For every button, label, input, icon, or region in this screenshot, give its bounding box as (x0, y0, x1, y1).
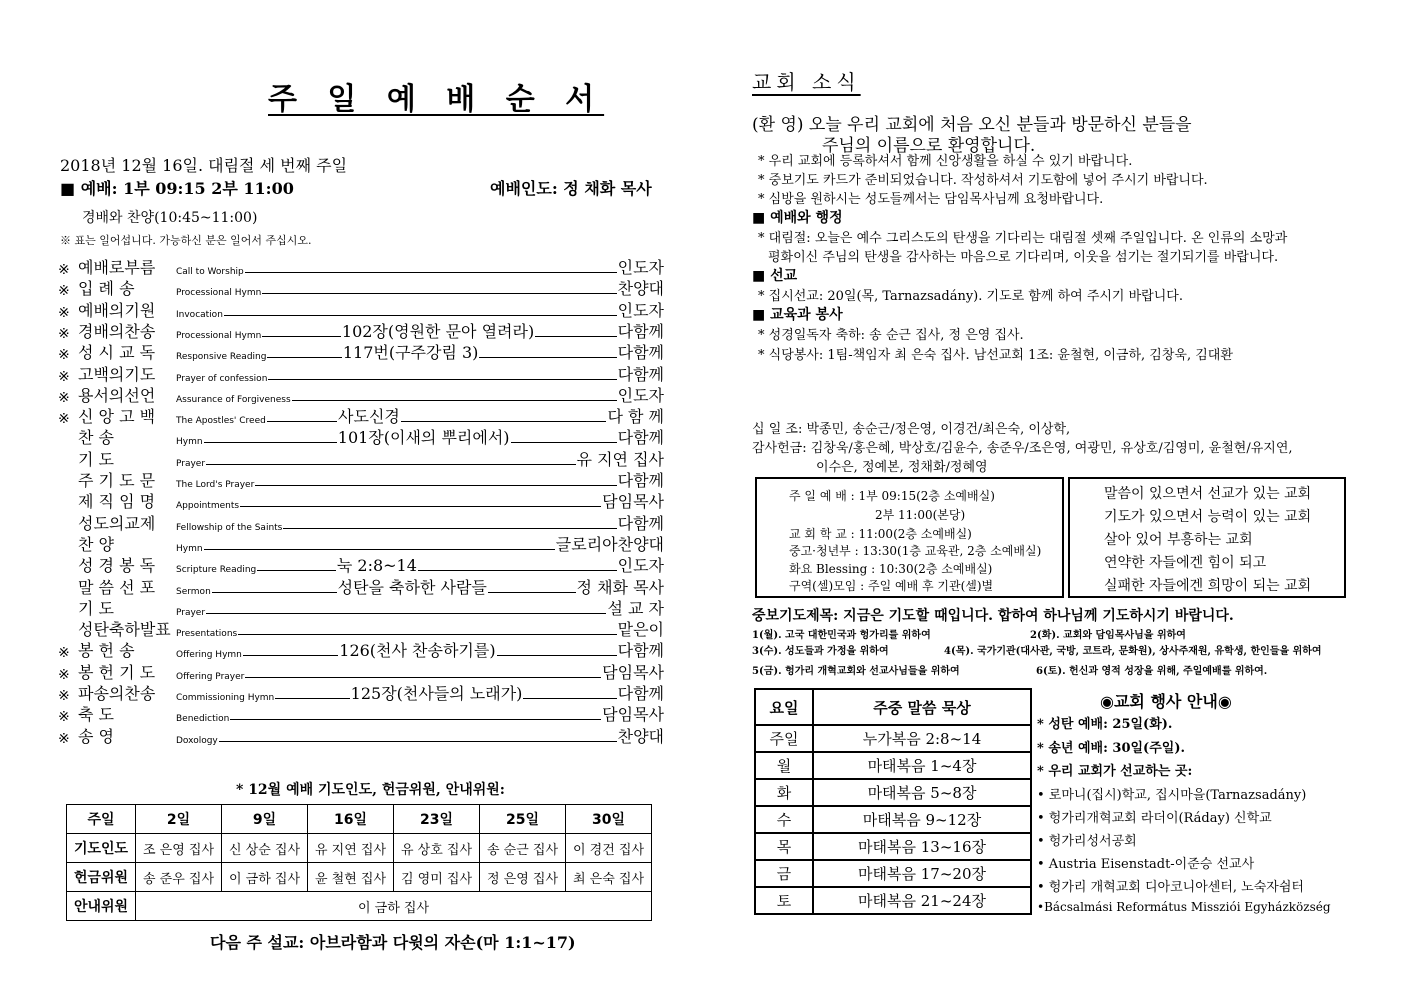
order-item-person: 담임목사 (602, 705, 664, 725)
order-item-korean: 말 씀 선 포 (78, 577, 156, 597)
next-sermon: 다음 주 설교: 아브라함과 다윗의 자손(마 1:1~17) (210, 933, 576, 952)
schedule-cell: 유 지연 집사 (308, 834, 394, 863)
service-time-line: 중고·청년부 : 13:30(1층 교육관, 2층 소예배실) (789, 544, 1042, 558)
prayer-item: 5(금). 헝가리 개혁교회와 선교사님들을 위하여 (752, 666, 960, 677)
meditation-day: 화 (755, 779, 813, 806)
leader-line (523, 698, 616, 699)
order-item (58, 364, 664, 385)
church-motto-box (1068, 477, 1346, 598)
order-item-person: 인도자 (617, 258, 664, 277)
order-item-english: Sermon (176, 586, 211, 597)
order-item-person: 담임목사 (602, 662, 664, 682)
order-item-korean: 송 영 (78, 726, 114, 746)
thanks-list: 이수은, 정예본, 정채화/정혜영 (816, 460, 988, 475)
order-item-english: Invocation (176, 309, 223, 320)
stand-mark: ※ (58, 411, 70, 428)
order-item-person: 다함께 (617, 321, 664, 341)
meditation-reading: 마태복음 1~4장 (813, 752, 1031, 779)
order-item (58, 470, 664, 491)
order-item-person: 담임목사 (602, 492, 664, 512)
order-item-korean: 제 직 임 명 (78, 492, 156, 512)
order-item (58, 598, 664, 619)
leader-line (418, 570, 617, 571)
schedule-header-cell: 25일 (480, 805, 566, 834)
schedule-cell: 조 은영 집사 (136, 834, 222, 863)
order-item (58, 726, 664, 747)
welcome-line: 주님의 이름으로 환영합니다. (822, 136, 1036, 156)
leader-line (230, 719, 601, 720)
stand-mark: ※ (58, 389, 70, 406)
leader-line (535, 336, 616, 337)
schedule-cell: 송 순근 집사 (480, 834, 566, 863)
event-item: • 헝가리개혁교회 라더이(Ráday) 신학교 (1037, 811, 1272, 826)
meditation-reading: 마태복음 17~20장 (813, 860, 1031, 887)
order-item-person: 다함께 (617, 428, 664, 448)
order-item-english: Processional Hymn (176, 288, 262, 299)
leader-line (262, 336, 341, 337)
welcome-item: * 중보기도 카드가 준비되었습니다. 작성하셔서 기도함에 넣어 주시기 바랍니다. (758, 173, 1208, 188)
schedule-cell: 김 영미 집사 (394, 863, 480, 892)
schedule-table (66, 804, 652, 921)
leader-line (238, 634, 616, 635)
meditation-reading: 마태복음 5~8장 (813, 779, 1031, 806)
order-item-person: 맡은이 (617, 620, 664, 640)
service-times-box (755, 477, 1064, 598)
meditation-row (755, 779, 1031, 806)
order-item-detail: 눅 2:8~14 (336, 556, 417, 576)
order-item-person: 다함께 (617, 641, 664, 661)
order-item-person: 다 함 께 (607, 407, 664, 427)
order-item-person: 인도자 (617, 385, 664, 405)
leader-line (206, 464, 575, 465)
order-item-korean: 성 시 교 독 (78, 343, 156, 363)
stand-mark: ※ (58, 730, 70, 747)
worship-times: ■ 예배: 1부 09:15 2부 11:00 (60, 179, 294, 198)
schedule-cell: 윤 철현 집사 (308, 863, 394, 892)
order-item-korean: 기 도 (78, 449, 114, 469)
order-item-korean: 축 도 (78, 705, 114, 725)
order-item-person: 글로리아찬양대 (555, 534, 664, 554)
meditation-day: 주일 (755, 725, 813, 752)
order-item (58, 427, 664, 448)
order-item-korean: 경배의찬송 (78, 321, 156, 341)
order-item-english: The Apostles' Creed (176, 416, 266, 427)
schedule-header-cell: 16일 (308, 805, 394, 834)
meditation-day: 목 (755, 833, 813, 860)
schedule-header-row (67, 805, 652, 834)
section-heading: ■ 선교 (752, 268, 798, 284)
stand-mark: ※ (58, 325, 70, 342)
order-item (58, 662, 664, 683)
order-item-english: Offering Hymn (176, 650, 242, 661)
events-title: ◉교회 행사 안내◉ (1100, 692, 1232, 711)
order-item-english: Appointments (176, 501, 240, 512)
order-item (58, 385, 664, 406)
order-item-korean: 찬 송 (78, 428, 114, 448)
schedule-cell: 정 은영 집사 (480, 863, 566, 892)
prayer-item: 2(화). 교회와 담임목사님을 위하여 (1030, 630, 1186, 641)
motto-line: 연약한 자들에겐 힘이 되고 (1104, 555, 1267, 571)
service-time-line: 화요 Blessing : 10:30(2층 소예배실) (789, 562, 993, 576)
event-item: • 헝가리성서공회 (1037, 834, 1137, 849)
service-time-line: 구역(셀)모임 : 주일 예배 후 기관(셀)별 (789, 579, 994, 593)
schedule-row (67, 834, 652, 863)
leader-line (212, 592, 337, 593)
news-item: * 식당봉사: 1팀-책임자 최 은숙 집사. 남선교회 1조: 윤철현, 이금하, 김창욱, 김대환 (758, 348, 1233, 363)
order-item-detail: 126(천사 찬송하기를) (339, 641, 496, 661)
schedule-header-cell: 9일 (222, 805, 308, 834)
schedule-header-cell: 주일 (67, 805, 136, 834)
leader-line (204, 442, 337, 443)
order-item-korean: 신 앙 고 백 (78, 407, 156, 427)
news-item: 평화이신 주님의 탄생을 감사하는 마음으로 기다리며, 이웃을 섬기는 절기되기를 바랍니다. (768, 250, 1279, 265)
leader-line (206, 613, 606, 614)
leader-line (488, 592, 576, 593)
event-item: * 우리 교회가 선교하는 곳: (1037, 764, 1193, 779)
leader-line (219, 741, 617, 742)
order-item-english: Processional Hymn (176, 330, 262, 341)
stand-mark: ※ (58, 283, 70, 300)
leader-line (283, 528, 616, 529)
prayer-title: 중보기도제목: 지금은 기도할 때입니다. 합하여 하나님께 기도하시기 바랍니다. (752, 608, 1234, 624)
schedule-cell: 이 경건 집사 (566, 834, 652, 863)
motto-line: 실패한 자들에겐 희망이 되는 교회 (1104, 578, 1312, 594)
schedule-cell: 최 은숙 집사 (566, 863, 652, 892)
order-item-korean: 주 기 도 문 (78, 471, 156, 490)
order-item-korean: 용서의선언 (78, 385, 156, 405)
meditation-header-row (755, 689, 1031, 725)
meditation-day: 금 (755, 860, 813, 887)
order-item-english: Assurance of Forgiveness (176, 394, 291, 405)
schedule-row (67, 863, 652, 892)
order-item-english: Call to Worship (176, 267, 244, 277)
stand-mark: ※ (58, 645, 70, 662)
event-item: • Austria Eisenstadt-이준승 선교사 (1037, 857, 1255, 872)
order-item-english: The Lord's Prayer (176, 480, 255, 490)
order-item-person: 찬양대 (617, 726, 664, 746)
leader-line (262, 293, 616, 294)
praise-time: 경배와 찬양(10:45~11:00) (82, 210, 258, 226)
event-item: * 송년 예배: 30일(주일). (1037, 741, 1185, 756)
motto-line: 기도가 있으면서 능력이 있는 교회 (1104, 509, 1312, 525)
prayer-item: 1(월). 고국 대한민국과 헝가리를 위하여 (752, 630, 931, 641)
welcome-item: * 우리 교회에 등록하셔서 함께 신앙생활을 하실 수 있기 바랍니다. (758, 154, 1133, 169)
order-item-korean: 예배의기원 (78, 300, 156, 320)
leader-line (257, 570, 336, 571)
schedule-title: * 12월 예배 기도인도, 헌금위원, 안내위원: (236, 782, 505, 798)
meditation-day: 토 (755, 887, 813, 914)
meditation-reading: 마태복음 13~16장 (813, 833, 1031, 860)
leader-line (292, 400, 617, 401)
meditation-day: 월 (755, 752, 813, 779)
meditation-row (755, 806, 1031, 833)
meditation-day: 수 (755, 806, 813, 833)
order-item-korean: 봉 헌 기 도 (78, 662, 156, 682)
order-item-english: Presentations (176, 629, 238, 640)
order-item-english: Prayer of confession (176, 373, 268, 384)
order-item-person: 정 채화 목사 (576, 577, 664, 597)
order-item-detail: 102장(영원한 문아 열려라) (341, 321, 535, 341)
order-item-person: 인도자 (617, 556, 664, 576)
order-item-english: Commissioning Hymn (176, 693, 275, 703)
schedule-header-cell: 2일 (136, 805, 222, 834)
meditation-row (755, 833, 1031, 860)
order-item-detail: 사도신경 (338, 407, 400, 427)
order-item-detail: 성탄을 축하한 사람들 (337, 577, 487, 597)
schedule-row (67, 892, 652, 921)
leader-line (479, 357, 616, 358)
news-item: * 성경일독자 축하: 송 순근 집사, 정 은영 집사. (758, 328, 1024, 343)
section-heading: ■ 예배와 행정 (752, 210, 843, 226)
welcome-line: (환 영) 오늘 우리 교회에 처음 오신 분들과 방문하신 분들을 (752, 115, 1192, 135)
tithe-list: 십 일 조: 박종민, 송순근/정은영, 이경건/최은숙, 이상학, (752, 422, 1071, 437)
prayer-item: 3(수). 성도들과 가정을 위하여 (752, 646, 889, 657)
meditation-header-cell: 주중 말씀 묵상 (813, 689, 1031, 725)
order-item-english: Offering Prayer (176, 671, 245, 682)
leader-line (267, 357, 341, 358)
news-heading: 교회 소식 (752, 70, 861, 94)
leader-line (268, 379, 616, 380)
order-item-person: 다함께 (617, 364, 664, 384)
meditation-row (755, 887, 1031, 914)
order-item-person: 다함께 (617, 513, 664, 533)
order-item-person: 다함께 (617, 684, 664, 703)
order-item-person: 다함께 (617, 471, 664, 490)
stand-mark: ※ (58, 304, 70, 321)
stand-mark: ※ (58, 347, 70, 364)
leader-line (204, 549, 555, 550)
order-item-detail: 101장(이새의 뿌리에서) (337, 428, 510, 448)
service-time-line: 2부 11:00(본당) (875, 508, 966, 522)
schedule-label-cell: 기도인도 (67, 834, 136, 863)
section-heading: ■ 교육과 봉사 (752, 307, 843, 323)
stand-mark: ※ (58, 262, 70, 278)
meditation-reading: 마태복음 21~24장 (813, 887, 1031, 914)
schedule-cell: 유 상호 집사 (394, 834, 480, 863)
event-item: •Bácsalmási Református Missziói Egyházközség (1037, 900, 1331, 914)
leader-line (255, 485, 616, 486)
schedule-label-cell: 헌금위원 (67, 863, 136, 892)
order-item-english: Responsive Reading (176, 352, 267, 363)
event-item: * 성탄 예배: 25일(화). (1037, 717, 1173, 732)
order-item-english: Hymn (176, 437, 203, 448)
order-item (58, 449, 664, 470)
meditation-header-cell: 요일 (755, 689, 813, 725)
order-item-english: Prayer (176, 607, 206, 618)
worship-leader: 예배인도: 정 채화 목사 (490, 179, 652, 198)
order-item-english: Prayer (176, 458, 206, 469)
prayer-item: 4(목). 국가기관(대사관, 국방, 코트라, 문화원), 상사주재원, 유학생, 한인들을 위하여 (944, 646, 1322, 657)
leader-line (511, 442, 617, 443)
order-item-person: 찬양대 (617, 279, 664, 299)
order-item (58, 342, 664, 363)
order-item-english: Scripture Reading (176, 565, 257, 576)
order-item-korean: 봉 헌 송 (78, 641, 135, 661)
order-item (58, 300, 664, 321)
order-item-korean: 성도의교제 (78, 513, 156, 533)
order-item-korean: 예배로부름 (78, 258, 156, 277)
order-item (58, 257, 664, 278)
leader-line (245, 677, 601, 678)
stand-mark: ※ (58, 368, 70, 385)
order-item-korean: 성탄축하발표 (78, 620, 171, 640)
order-item (58, 406, 664, 427)
order-item (58, 577, 664, 598)
leader-line (224, 315, 617, 316)
order-item-english: Benediction (176, 714, 230, 725)
leader-line (240, 506, 601, 507)
leader-line (267, 421, 337, 422)
event-item: • 로마니(집시)학교, 집시마을(Tarnazsadány) (1037, 788, 1307, 803)
schedule-cell: 송 준우 집사 (136, 863, 222, 892)
motto-line: 살아 있어 부흥하는 교회 (1104, 532, 1253, 548)
order-item (58, 513, 664, 534)
order-item (58, 640, 664, 661)
motto-line: 말씀이 있으면서 선교가 있는 교회 (1104, 486, 1312, 502)
order-item-korean: 고백의기도 (78, 364, 156, 384)
welcome-item: * 심방을 원하시는 성도들께서는 담임목사님께 요청바랍니다. (758, 192, 1104, 207)
order-item (58, 491, 664, 512)
order-item-person: 설 교 자 (607, 598, 664, 618)
order-item-korean: 기 도 (78, 598, 114, 618)
date-line: 2018년 12월 16일. 대림절 세 번째 주일 (60, 156, 348, 175)
schedule-label-cell: 안내위원 (67, 892, 136, 921)
meditation-reading: 마태복음 9~12장 (813, 806, 1031, 833)
leader-line (497, 655, 617, 656)
stand-mark: ※ (58, 709, 70, 726)
order-item-english: Doxology (176, 735, 218, 746)
order-item-korean: 파송의찬송 (78, 684, 156, 703)
meditation-reading: 누가복음 2:8~14 (813, 725, 1031, 752)
order-item-detail: 117번(구주강림 3) (342, 343, 479, 363)
order-item (58, 534, 664, 555)
order-item-english: Fellowship of the Saints (176, 522, 283, 533)
meditation-row (755, 725, 1031, 752)
order-item (58, 555, 664, 576)
order-item (58, 704, 664, 725)
event-item: • 헝가리 개혁교회 디아코니아센터, 노숙자쉼터 (1037, 880, 1304, 895)
meditation-row (755, 752, 1031, 779)
meditation-row (755, 860, 1031, 887)
order-item (58, 619, 664, 640)
order-item (58, 321, 664, 342)
stand-note: ※ 표는 일어섭니다. 가능하신 분은 일어서 주십시오. (60, 234, 312, 247)
leader-line (243, 655, 338, 656)
leader-line (401, 421, 607, 422)
schedule-header-cell: 23일 (394, 805, 480, 834)
news-item: * 집시선교: 20일(목, Tarnazsadány). 기도로 함께 하여 주시기 바랍니다. (758, 289, 1183, 304)
prayer-item: 6(토). 헌신과 영적 성장을 위해, 주일예배를 위하여. (1036, 666, 1268, 677)
service-time-line: 교 회 학 교 : 11:00(2층 소예배실) (789, 527, 972, 541)
stand-mark: ※ (58, 688, 70, 704)
leader-line (245, 272, 617, 273)
thanks-list: 감사헌금: 김창욱/홍은혜, 박상호/김윤수, 송준우/조은영, 여광민, 유상호/김영미, 윤철현/유지연, (752, 441, 1293, 456)
order-item-korean: 입 례 송 (78, 279, 135, 299)
page-title: 주 일 예 배 순 서 (268, 82, 605, 117)
order-item (58, 278, 664, 299)
news-item: * 대림절: 오늘은 예수 그리스도의 탄생을 기다리는 대림절 셋째 주일입니다. 온 인류의 소망과 (758, 231, 1288, 246)
order-item-korean: 찬 양 (78, 534, 114, 554)
order-item-person: 다함께 (617, 343, 664, 363)
service-time-line: 주 일 예 배 : 1부 09:15(2층 소예배실) (789, 489, 995, 503)
schedule-cell: 이 금하 집사 (222, 863, 308, 892)
schedule-header-cell: 30일 (566, 805, 652, 834)
order-item-person: 인도자 (617, 300, 664, 320)
order-item-english: Hymn (176, 543, 203, 554)
order-item-detail: 125장(천사들의 노래가) (350, 684, 523, 703)
order-item (58, 683, 664, 704)
schedule-guide-cell: 이 금하 집사 (136, 892, 652, 921)
schedule-cell: 신 상순 집사 (222, 834, 308, 863)
stand-mark: ※ (58, 666, 70, 683)
meditation-table (754, 688, 1032, 915)
leader-line (275, 698, 349, 699)
order-item-korean: 성 경 봉 독 (78, 556, 156, 576)
order-item-person: 유 지연 집사 (576, 449, 664, 469)
